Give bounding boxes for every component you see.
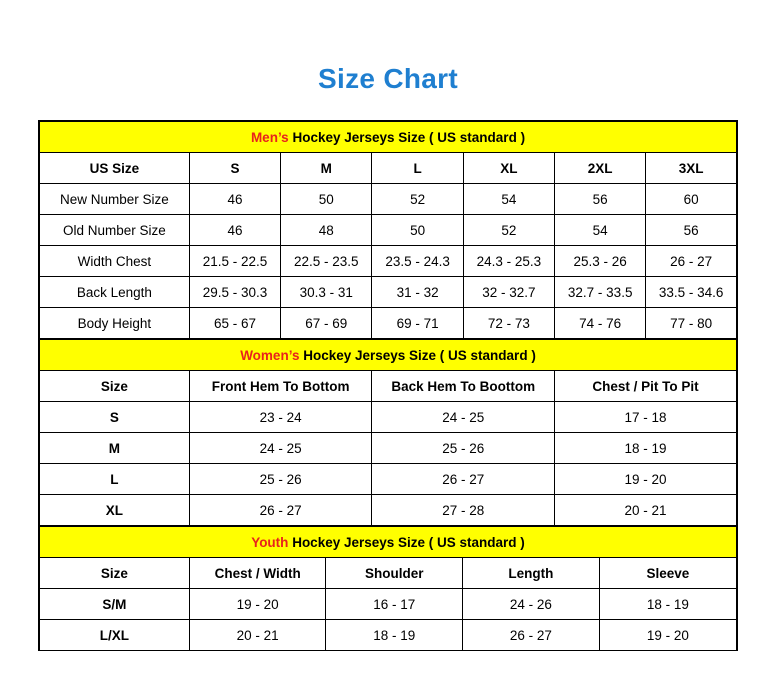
- womens-row-3-label: XL: [40, 495, 190, 526]
- table-row: [40, 402, 737, 433]
- mens-row-3-cell-5: 33.5 - 34.6: [646, 277, 737, 308]
- womens-row-0-cell-1: 24 - 25: [372, 402, 555, 433]
- table-row: [40, 558, 737, 589]
- youth-col-1: Chest / Width: [189, 558, 326, 589]
- mens-row-0-cell-2: 52: [372, 184, 463, 215]
- womens-row-2-cell-2: 19 - 20: [555, 464, 737, 495]
- mens-row-1-label: Old Number Size: [40, 215, 190, 246]
- table-row: [40, 433, 737, 464]
- mens-row-1-cell-0: 46: [189, 215, 280, 246]
- size-chart-table-container: [38, 120, 738, 651]
- mens-row-2-cell-3: 24.3 - 25.3: [463, 246, 554, 277]
- womens-row-1-cell-1: 25 - 26: [372, 433, 555, 464]
- table-row: [40, 246, 737, 277]
- womens-row-3-cell-0: 26 - 27: [189, 495, 372, 526]
- mens-row-3-cell-4: 32.7 - 33.5: [555, 277, 646, 308]
- womens-col-0: Size: [40, 371, 190, 402]
- table-row: [40, 215, 737, 246]
- mens-row-3-label: Back Length: [40, 277, 190, 308]
- mens-row-3-cell-1: 30.3 - 31: [281, 277, 372, 308]
- mens-row-3-cell-0: 29.5 - 30.3: [189, 277, 280, 308]
- womens-row-0-label: S: [40, 402, 190, 433]
- mens-row-4-cell-2: 69 - 71: [372, 308, 463, 339]
- youth-row-0-cell-1: 16 - 17: [326, 589, 463, 620]
- mens-size-table: [39, 121, 737, 339]
- mens-col-0: US Size: [40, 153, 190, 184]
- womens-size-table: [39, 339, 737, 526]
- womens-band-accent: Women’s: [240, 347, 300, 363]
- youth-row-0-cell-2: 24 - 26: [463, 589, 600, 620]
- womens-band-row: [40, 340, 737, 371]
- table-row: [40, 620, 737, 651]
- mens-row-2-cell-4: 25.3 - 26: [555, 246, 646, 277]
- mens-row-2-cell-0: 21.5 - 22.5: [189, 246, 280, 277]
- youth-band-row: [40, 527, 737, 558]
- table-row: [40, 371, 737, 402]
- page-title: Size Chart: [318, 63, 458, 94]
- table-row: [40, 308, 737, 339]
- youth-row-0-cell-3: 18 - 19: [599, 589, 736, 620]
- mens-col-3: L: [372, 153, 463, 184]
- mens-band-row: [40, 122, 737, 153]
- womens-band-rest: Hockey Jerseys Size ( US standard ): [299, 347, 536, 363]
- womens-row-3-cell-1: 27 - 28: [372, 495, 555, 526]
- mens-band-rest: Hockey Jerseys Size ( US standard ): [288, 129, 526, 145]
- youth-row-1-cell-1: 18 - 19: [326, 620, 463, 651]
- mens-row-1-cell-4: 54: [555, 215, 646, 246]
- table-row: [40, 153, 737, 184]
- youth-row-1-cell-3: 19 - 20: [599, 620, 736, 651]
- mens-row-3-cell-2: 31 - 32: [372, 277, 463, 308]
- mens-row-1-cell-5: 56: [646, 215, 737, 246]
- mens-row-1-cell-1: 48: [281, 215, 372, 246]
- womens-row-2-cell-0: 25 - 26: [189, 464, 372, 495]
- mens-row-2-cell-1: 22.5 - 23.5: [281, 246, 372, 277]
- mens-row-4-cell-0: 65 - 67: [189, 308, 280, 339]
- mens-col-6: 3XL: [646, 153, 737, 184]
- table-row: [40, 464, 737, 495]
- womens-col-1: Front Hem To Bottom: [189, 371, 372, 402]
- womens-col-3: Chest / Pit To Pit: [555, 371, 737, 402]
- mens-row-0-label: New Number Size: [40, 184, 190, 215]
- mens-col-1: S: [189, 153, 280, 184]
- womens-col-2: Back Hem To Boottom: [372, 371, 555, 402]
- youth-col-4: Sleeve: [599, 558, 736, 589]
- mens-band-title: [40, 122, 737, 153]
- mens-row-1-cell-2: 50: [372, 215, 463, 246]
- mens-row-0-cell-5: 60: [646, 184, 737, 215]
- womens-row-0-cell-2: 17 - 18: [555, 402, 737, 433]
- youth-row-1-cell-0: 20 - 21: [189, 620, 326, 651]
- mens-row-3-cell-3: 32 - 32.7: [463, 277, 554, 308]
- mens-row-4-cell-5: 77 - 80: [646, 308, 737, 339]
- womens-row-1-cell-2: 18 - 19: [555, 433, 737, 464]
- mens-row-0-cell-4: 56: [555, 184, 646, 215]
- youth-col-2: Shoulder: [326, 558, 463, 589]
- table-row: [40, 495, 737, 526]
- womens-row-1-label: M: [40, 433, 190, 464]
- table-row: [40, 184, 737, 215]
- mens-col-4: XL: [463, 153, 554, 184]
- youth-row-0-cell-0: 19 - 20: [189, 589, 326, 620]
- mens-row-2-label: Width Chest: [40, 246, 190, 277]
- womens-band-title: [40, 340, 737, 371]
- youth-band-rest: Hockey Jerseys Size ( US standard ): [288, 534, 525, 550]
- mens-row-0-cell-3: 54: [463, 184, 554, 215]
- youth-row-0-label: S/M: [40, 589, 190, 620]
- mens-band-accent: Men’s: [250, 129, 289, 145]
- mens-row-4-cell-1: 67 - 69: [281, 308, 372, 339]
- womens-row-1-cell-0: 24 - 25: [189, 433, 372, 464]
- mens-col-5: 2XL: [555, 153, 646, 184]
- youth-band-accent: Youth: [251, 534, 289, 550]
- mens-row-4-label: Body Height: [40, 308, 190, 339]
- youth-size-table: [39, 526, 737, 651]
- womens-row-2-label: L: [40, 464, 190, 495]
- table-row: [40, 589, 737, 620]
- mens-row-0-cell-1: 50: [281, 184, 372, 215]
- youth-row-1-label: L/XL: [40, 620, 190, 651]
- youth-col-3: Length: [463, 558, 600, 589]
- mens-row-2-cell-2: 23.5 - 24.3: [372, 246, 463, 277]
- mens-row-1-cell-3: 52: [463, 215, 554, 246]
- mens-col-2: M: [281, 153, 372, 184]
- youth-row-1-cell-2: 26 - 27: [463, 620, 600, 651]
- mens-row-4-cell-4: 74 - 76: [555, 308, 646, 339]
- mens-row-4-cell-3: 72 - 73: [463, 308, 554, 339]
- table-row: [40, 277, 737, 308]
- youth-band-title: [40, 527, 737, 558]
- womens-row-2-cell-1: 26 - 27: [372, 464, 555, 495]
- mens-row-0-cell-0: 46: [189, 184, 280, 215]
- womens-row-0-cell-0: 23 - 24: [189, 402, 372, 433]
- womens-row-3-cell-2: 20 - 21: [555, 495, 737, 526]
- youth-col-0: Size: [40, 558, 190, 589]
- mens-row-2-cell-5: 26 - 27: [646, 246, 737, 277]
